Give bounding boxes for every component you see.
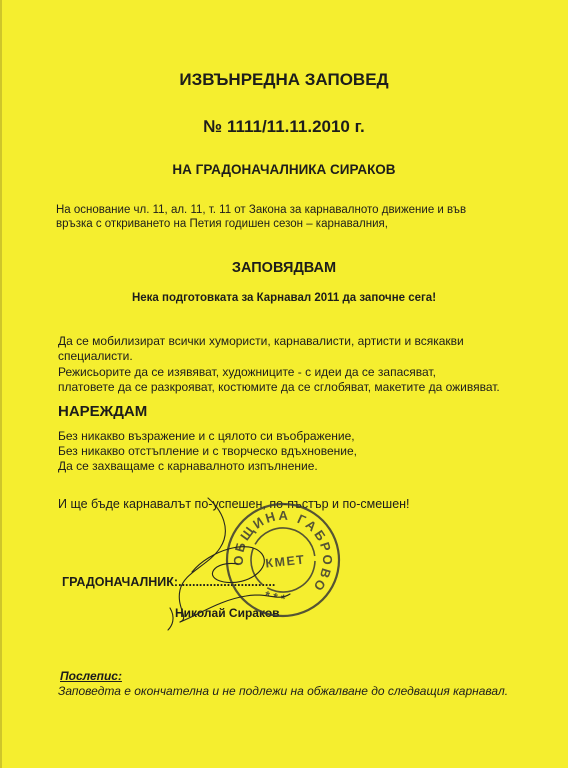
issuer-line: НА ГРАДОНАЧАЛНИКА СИРАКОВ — [172, 162, 396, 177]
decree-heading: НАРЕЖДАМ — [58, 403, 148, 420]
preamble — [56, 203, 466, 231]
preamble-line: На основание чл. 11, ал. 11, т. 11 от Закона за карнавалното движение и във — [56, 204, 467, 216]
official-stamp — [217, 494, 350, 627]
preamble-line: връзка с откриването на Петия годишен сезон – карнавалния, — [56, 218, 388, 230]
signatory-name: Николай Сираков — [175, 606, 280, 620]
instruction-line: платовете да се разкрояват, костюмите да се сглобяват, макетите да оживяват. — [58, 379, 500, 394]
postscript-label: Послепис: — [60, 669, 122, 683]
postscript-text: Заповедта е окончателна и не подлежи на обжалване до следващия карнавал. — [58, 684, 509, 698]
document-title: ИЗВЪНРЕДНА ЗАПОВЕД — [179, 70, 389, 89]
order-number: № 1111/11.11.2010 г. — [203, 117, 365, 136]
scan-edge — [0, 0, 2, 768]
decree-paragraph — [58, 429, 357, 474]
stamp-center-text: КМЕТ — [264, 552, 307, 571]
decree-line: Без никакво възражение и с цялото си въображение, — [58, 429, 355, 443]
closing-line: И ще бъде карнавалът по-успешен, по-пъстър и по-смешен! — [58, 497, 410, 511]
stamp-and-signature — [150, 490, 370, 640]
instruction-line: Да се мобилизират всички хумористи, карнавалисти, артисти и всякакви — [58, 334, 464, 348]
signature-dots: ............................ — [178, 575, 276, 589]
stamp-stars: * * * — [263, 588, 287, 607]
order-heading: ЗАПОВЯДВАМ — [231, 260, 337, 276]
instruction-line: Режисьорите да се изявяват, художниците - с идеи да се запасяват, — [58, 364, 436, 379]
signature-label: ГРАДОНАЧАЛНИК: — [62, 575, 179, 589]
decree-line: Да се захващаме с карнавалното изпълнение. — [58, 459, 318, 473]
decree-line: Без никакво отстъпление и с творческо вдъхновение, — [58, 444, 357, 458]
order-statement: Нека подготовката за Карнавал 2011 да започне сега! — [131, 292, 437, 304]
stamp-outer-text: ОБЩИНА ГАБРОВО — [230, 507, 336, 594]
instruction-line: специалисти. — [58, 349, 133, 364]
instructions-paragraph — [58, 334, 500, 395]
